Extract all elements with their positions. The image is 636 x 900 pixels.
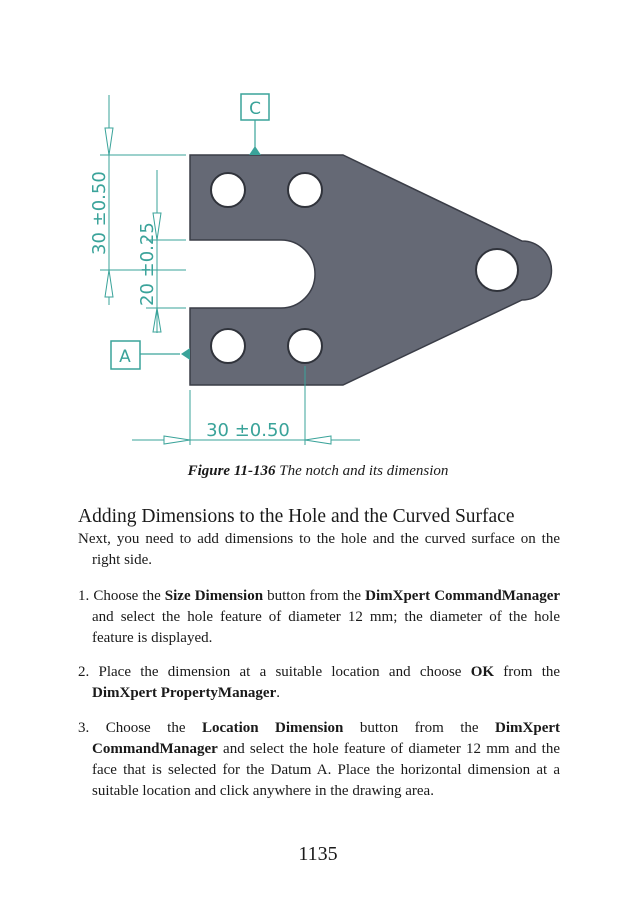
- caption-label: Figure 11-136: [187, 463, 276, 479]
- ui-term: DimXpert PropertyManager: [92, 685, 277, 701]
- step-number: 1.: [78, 588, 94, 604]
- ui-term: OK: [470, 664, 495, 680]
- intro-paragraph: Next, you need to add dimensions to the hole and the curved surface on the right side.: [78, 531, 560, 568]
- page-number: 1135: [298, 843, 338, 865]
- ui-term: DimXpert CommandManager: [92, 720, 561, 757]
- hole: [288, 173, 322, 207]
- figure-caption: [0, 463, 636, 480]
- hole: [476, 249, 518, 291]
- dim-outer-height-label: 30 ±0.50: [89, 171, 110, 255]
- section-heading: Adding Dimensions to the Hole and the Curved Surface: [78, 506, 515, 527]
- ui-term: DimXpert CommandManager: [365, 588, 561, 604]
- step-number: 2.: [78, 664, 99, 680]
- dim-notch-height-label: 20 ±0.25: [137, 222, 158, 306]
- ui-term: Size Dimension: [164, 588, 264, 604]
- step-1: 1. Choose the Size Dimension button from the DimXpert CommandManager and select the hole feature of diameter 12 mm; the diameter of the hole feature is displayed.: [78, 588, 561, 646]
- step-3: 3. Choose the Location Dimension button from the DimXpert CommandManager and select the hole feature of diameter 12 mm and the face that is selected for the Datum A. Place the horizontal dimension at a suitable location and click anywhere in the drawing area.: [78, 720, 561, 799]
- ui-term: Location Dimension: [201, 720, 344, 736]
- datum-a-label: A: [119, 347, 131, 367]
- datum-c-label: C: [249, 99, 261, 119]
- caption-text: The notch and its dimension: [275, 463, 449, 479]
- step-2: 2. Place the dimension at a suitable location and choose OK from the DimXpert PropertyManager.: [78, 664, 561, 701]
- datum-c-symbol: [241, 94, 269, 155]
- hole: [288, 329, 322, 363]
- hole: [211, 173, 245, 207]
- dim-width-label: 30 ±0.50: [206, 420, 290, 441]
- hole: [211, 329, 245, 363]
- step-number: 3.: [78, 720, 106, 736]
- datum-a-symbol: [111, 341, 190, 369]
